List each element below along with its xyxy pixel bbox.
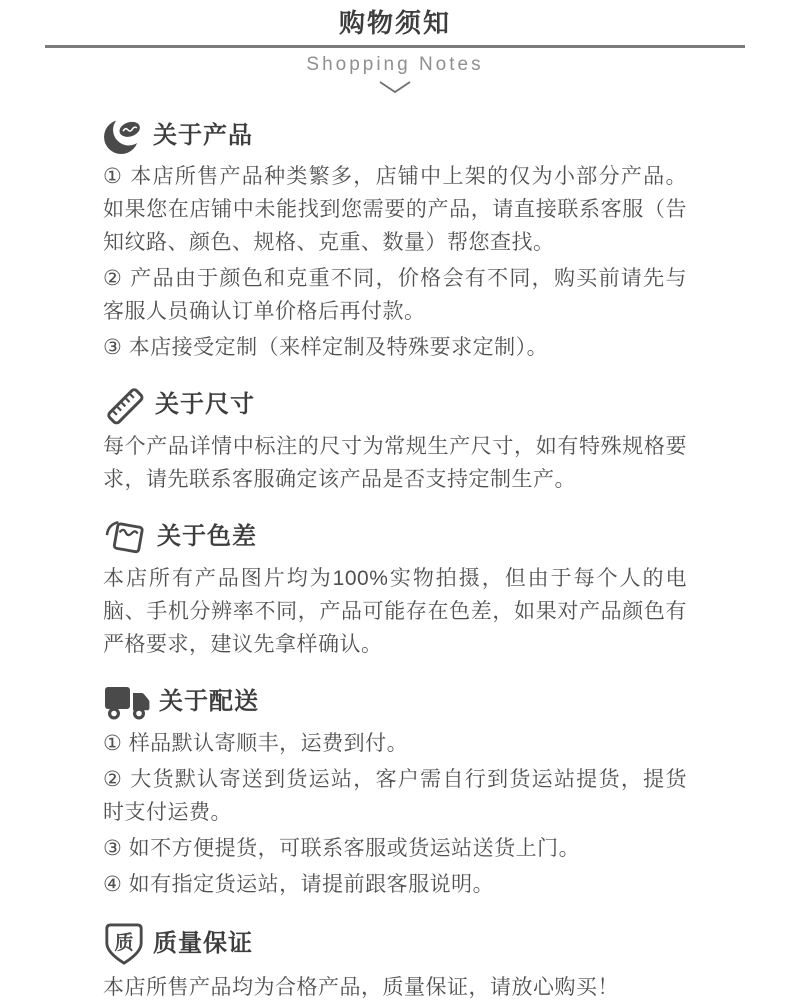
chevron-down-icon [0, 80, 790, 96]
note-paragraph: ① 样品默认寄顺丰，运费到付。 [103, 732, 409, 755]
section-about-color-difference [103, 517, 687, 661]
note-paragraph: ① 本店所售产品种类繁多，店铺中上架的仅为小部分产品。如果您在店铺中未能找到您需要的产品，请直接联系客服（告知纹路、颜色、规格、克重、数量）帮您查找。 [103, 165, 687, 254]
note-paragraph: 本店所售产品均为合格产品，质量保证，请放心购买！ [103, 976, 619, 999]
shield-quality-icon [103, 922, 145, 966]
section-title: 关于产品 [153, 122, 253, 149]
section-header [103, 117, 687, 155]
note-paragraph: 每个产品详情中标注的尺寸为常规生产尺寸，如有特殊规格要求，请先联系客服确定该产品是否支持定制生产。 [103, 435, 687, 491]
section-header [103, 682, 687, 722]
swoosh-logo-icon [103, 117, 145, 155]
section-title: 关于色差 [157, 523, 257, 550]
section-about-size [103, 385, 687, 496]
section-header [103, 517, 687, 557]
note-paragraph: ② 产品由于颜色和克重不同，价格会有不同，购买前请先与客服人员确认订单价格后再付款。 [103, 267, 687, 323]
paint-bucket-icon [103, 517, 149, 557]
section-title: 质量保证 [153, 930, 253, 957]
section-quality-guarantee [103, 922, 687, 1004]
notes-content [103, 117, 687, 1004]
shield-glyph: 质 [114, 932, 134, 954]
section-header [103, 922, 687, 966]
page-title: 购物须知 [338, 8, 451, 38]
section-header [103, 385, 687, 425]
note-paragraph: ③ 如不方便提货，可联系客服或货运站送货上门。 [103, 837, 581, 860]
page-subtitle: Shopping Notes [306, 54, 484, 75]
note-paragraph: ④ 如有指定货运站，请提前跟客服说明。 [103, 873, 495, 896]
title-divider [45, 45, 745, 48]
ruler-icon [103, 385, 147, 425]
section-title: 关于尺寸 [155, 391, 255, 418]
section-title: 关于配送 [159, 688, 259, 715]
note-paragraph: ③ 本店接受定制（来样定制及特殊要求定制）。 [103, 336, 549, 359]
note-paragraph: 本店所有产品图片均为100%实物拍摄，但由于每个人的电脑、手机分辨率不同，产品可能存在色差，如果对产品颜色有严格要求，建议先拿样确认。 [103, 567, 687, 656]
truck-icon [103, 682, 151, 722]
note-paragraph: ② 大货默认寄送到货运站，客户需自行到货运站提货，提货时支付运费。 [103, 768, 687, 824]
section-about-delivery [103, 682, 687, 901]
section-about-products [103, 117, 687, 364]
